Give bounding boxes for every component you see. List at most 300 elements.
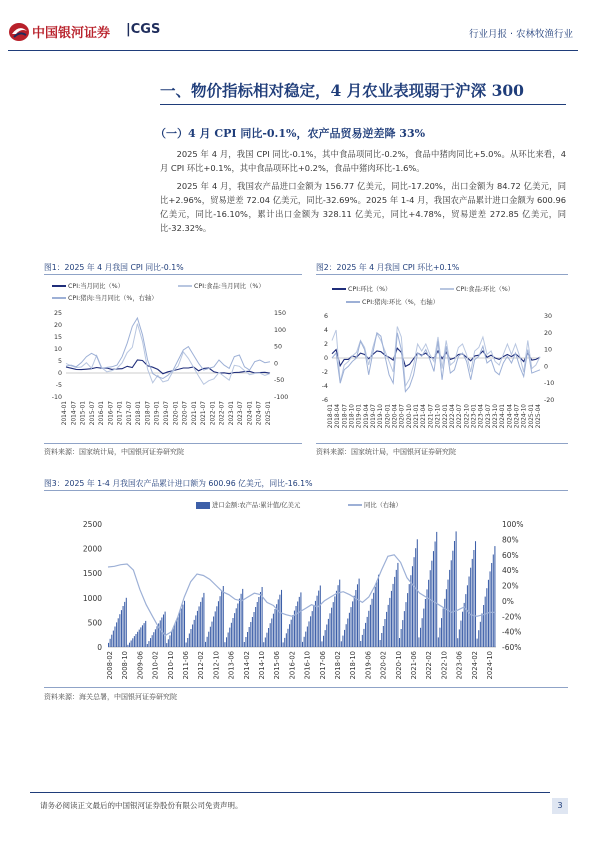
- import-bar: [391, 591, 392, 647]
- import-bar: [464, 603, 465, 647]
- import-bar: [220, 596, 221, 647]
- import-bar: [174, 624, 175, 647]
- x-tick-label: 2018-07: [145, 401, 152, 426]
- import-bar: [414, 557, 415, 647]
- x-tick-label: 2020-01: [385, 404, 392, 429]
- x-tick-label: 2008-10: [121, 651, 130, 680]
- x-tick-label: 2018-04: [335, 404, 342, 429]
- x-tick-label: 2015-07: [89, 401, 96, 426]
- import-bar: [228, 633, 229, 648]
- import-bar: [231, 623, 232, 647]
- series-line-3: [66, 318, 270, 379]
- import-bar: [157, 626, 158, 647]
- figure-1-chart: [44, 305, 302, 440]
- x-tick-label: 2024-02: [470, 651, 479, 680]
- import-bar: [208, 632, 209, 647]
- import-bar: [417, 539, 418, 647]
- import-bar: [281, 590, 282, 647]
- import-bar: [111, 635, 112, 647]
- import-bar: [283, 642, 284, 647]
- x-tick-label: 2017-01: [117, 401, 124, 426]
- import-bar: [294, 611, 295, 647]
- figure-3-rule: [44, 490, 568, 491]
- x-tick-label: 2016-10: [303, 651, 312, 680]
- import-bar: [168, 639, 169, 647]
- import-bar: [462, 612, 463, 647]
- import-bar: [173, 628, 174, 647]
- import-bar: [181, 609, 182, 648]
- y-tick-right: -20: [544, 397, 555, 404]
- import-bar: [195, 615, 196, 647]
- import-bar: [254, 612, 255, 647]
- import-bar: [444, 599, 445, 647]
- y-tick-right: 10: [544, 346, 553, 354]
- import-bar: [378, 575, 379, 647]
- x-tick-label: 2012-02: [197, 651, 206, 680]
- import-bar: [300, 592, 301, 647]
- figure-1-source: 资料来源：国家统计局，中国银河证券研究院: [44, 448, 184, 456]
- x-tick-label: 2020-10: [394, 651, 403, 680]
- import-bar: [485, 597, 486, 647]
- x-tick-label: 2014-07: [71, 401, 78, 426]
- x-tick-label: 2021-10: [435, 404, 442, 429]
- import-bar: [460, 621, 461, 647]
- import-bar: [241, 594, 242, 647]
- x-tick-label: 2022-07: [457, 404, 464, 429]
- import-bar: [287, 629, 288, 647]
- paragraph-1: 2025 年 4 月，我国 CPI 同比-0.1%，其中食品项同比-0.2%，食品中猪肉同比+5.0%。从环比来看，4 月 CPI 环比+0.1%，其中食品项环比+0.2%，食品中猪肉环比-1.6%。: [160, 149, 566, 173]
- import-bar: [190, 629, 191, 647]
- import-bar: [443, 609, 444, 648]
- import-bar: [446, 589, 447, 647]
- x-tick-label: 2024-10: [521, 404, 528, 429]
- import-bar: [431, 561, 432, 647]
- import-bar: [359, 579, 360, 647]
- import-bar: [333, 602, 334, 647]
- import-bar: [292, 615, 293, 647]
- x-tick-label: 2010-10: [166, 651, 175, 680]
- import-bar: [423, 609, 424, 647]
- import-bar: [448, 580, 449, 647]
- logo-text-cn: 中国银河证券: [32, 26, 111, 41]
- import-bar: [375, 587, 376, 647]
- figure-2-bottom-rule: [316, 443, 568, 444]
- section-divider: [160, 104, 566, 105]
- import-bar: [491, 563, 492, 647]
- x-tick-label: 2022-04: [449, 404, 456, 429]
- x-tick-label: 2024-01: [500, 404, 507, 429]
- import-bar: [449, 570, 450, 647]
- import-bar: [194, 620, 195, 647]
- y-tick-left: -4: [321, 383, 328, 390]
- import-bar: [160, 620, 161, 647]
- import-bar: [323, 636, 324, 647]
- series-line-3: [332, 333, 540, 392]
- import-bar: [388, 605, 389, 647]
- figure-3-chart: [44, 512, 568, 684]
- import-bar: [110, 639, 111, 647]
- import-bar: [397, 563, 398, 647]
- y-tick-left: 5: [57, 358, 62, 365]
- section-title: 一、物价指标相对稳定，4 月农业表现弱于沪深 300: [160, 81, 524, 100]
- import-bar: [255, 607, 256, 647]
- y-tick-right: -40%: [502, 627, 522, 637]
- import-bar: [221, 591, 222, 647]
- import-bar: [362, 635, 363, 647]
- y-tick-right: -60%: [502, 643, 522, 652]
- import-bar: [205, 642, 206, 647]
- paragraph-2: 2025 年 4 月，我国农产品进口金额为 156.77 亿美元，同比-17.20%，出口金额为 84.72 亿美元，同比+2.96%，贸易逆差 72.04 亿美元，同比-32.69%。2025 年 1-4 月，我国农产品累计进口金额为 600.96 亿美元，同比-16.10%，累计出口金额为 328.11 亿美元，同比+4.78%，贸易逆差 272.85 亿美元，同比-32.32%。: [160, 181, 566, 233]
- x-tick-label: 2022-10: [440, 651, 449, 680]
- import-bar: [286, 633, 287, 647]
- x-tick-label: 2014-01: [62, 401, 68, 426]
- x-tick-label: 2020-01: [173, 401, 180, 426]
- import-bar: [451, 560, 452, 647]
- x-tick-label: 2018-10: [349, 651, 358, 680]
- import-bar: [405, 602, 406, 647]
- x-tick-label: 2024-07: [514, 404, 521, 429]
- figure-1-rule: [44, 274, 302, 275]
- logo-text-en: |CGS: [126, 22, 161, 37]
- x-tick-label: 2019-07: [371, 404, 378, 429]
- import-bar: [312, 611, 313, 647]
- import-bar: [184, 601, 185, 647]
- x-tick-label: 2015-01: [80, 401, 87, 426]
- import-bar: [418, 637, 419, 647]
- import-bar: [480, 622, 481, 647]
- import-bar: [351, 607, 352, 647]
- import-bar: [435, 542, 436, 648]
- import-bar: [126, 598, 127, 647]
- y-tick-left: -5: [55, 382, 62, 389]
- import-bar: [326, 625, 327, 648]
- import-bar: [422, 618, 423, 647]
- import-bar: [137, 632, 138, 647]
- import-bar: [119, 614, 120, 647]
- x-tick-label: 2016-07: [108, 401, 115, 426]
- import-bar: [232, 618, 233, 647]
- y-tick-left: -2: [321, 369, 328, 376]
- import-bar: [265, 638, 266, 648]
- import-bar: [459, 629, 460, 647]
- x-tick-label: 2013-06: [227, 651, 236, 680]
- y-tick-left: 2500: [82, 520, 102, 529]
- figure-1-bottom-rule: [44, 443, 302, 444]
- y-tick-right: -50: [274, 377, 285, 385]
- import-bar: [329, 613, 330, 647]
- x-tick-label: 2023-01: [471, 404, 478, 429]
- figure-3-title: 图3：2025 年 1-4 月我国农产品累计进口额为 600.96 亿美元，同比-16.1%: [44, 479, 313, 488]
- x-tick-label: 2018-10: [349, 404, 356, 429]
- import-bar: [278, 599, 279, 647]
- x-tick-label: 2020-02: [379, 651, 388, 680]
- import-bar: [135, 634, 136, 647]
- x-tick-label: 2021-07: [428, 404, 435, 429]
- import-bar: [142, 625, 143, 647]
- import-bar: [257, 602, 258, 647]
- y-tick-left: -10: [51, 394, 62, 401]
- import-bar: [370, 605, 371, 647]
- import-bar: [239, 599, 240, 647]
- x-tick-label: 2022-01: [210, 401, 217, 426]
- x-tick-label: 2021-01: [414, 404, 421, 429]
- import-bar: [244, 642, 245, 647]
- x-tick-label: 2019-04: [363, 404, 370, 429]
- import-bar: [152, 635, 153, 647]
- import-bar: [467, 585, 468, 647]
- import-bar: [270, 623, 271, 647]
- import-bar: [433, 551, 434, 647]
- import-bar: [318, 591, 319, 647]
- import-bar: [339, 580, 340, 647]
- y-tick-left: 6: [323, 313, 328, 320]
- import-bar: [153, 632, 154, 647]
- import-bar: [266, 633, 267, 647]
- import-bar: [386, 612, 387, 647]
- import-bar: [129, 643, 130, 647]
- import-bar: [176, 620, 177, 647]
- import-bar: [439, 628, 440, 647]
- y-tick-left: 20: [53, 322, 62, 329]
- import-bar: [216, 606, 217, 647]
- import-bar: [215, 611, 216, 647]
- import-bar: [132, 638, 133, 647]
- import-bar: [210, 627, 211, 647]
- import-bar: [166, 643, 167, 647]
- footer-disclaimer: 请务必阅读正文最后的中国银河证券股份有限公司免责声明。: [40, 801, 243, 810]
- import-bar: [342, 636, 343, 647]
- x-tick-label: 2018-07: [342, 404, 349, 429]
- import-bar: [481, 613, 482, 647]
- import-bar: [223, 586, 224, 647]
- import-bar: [407, 593, 408, 647]
- import-bar: [477, 639, 478, 647]
- import-bar: [428, 580, 429, 647]
- import-bar: [297, 602, 298, 648]
- x-tick-label: 2018-01: [328, 404, 334, 429]
- x-tick-label: 2022-10: [464, 404, 471, 429]
- import-bar: [336, 591, 337, 647]
- import-bar: [150, 638, 151, 647]
- y-tick-right: 80%: [502, 535, 519, 545]
- y-tick-left: -6: [321, 397, 328, 404]
- x-tick-label: 2017-06: [318, 651, 327, 680]
- import-bar: [207, 637, 208, 647]
- import-bar: [192, 625, 193, 648]
- import-bar: [179, 612, 180, 647]
- figure-2-title: 图2：2025 年 4 月我国 CPI 环比+0.1%: [316, 263, 460, 272]
- import-bar: [275, 609, 276, 647]
- import-bar: [124, 602, 125, 647]
- import-bar: [114, 627, 115, 648]
- import-bar: [127, 645, 128, 647]
- import-bar: [258, 597, 259, 647]
- fig1-legend-2: CPI:食品:当月同比（%）: [178, 281, 265, 290]
- x-tick-label: 2020-04: [392, 404, 399, 429]
- x-tick-label: 2019-01: [154, 401, 161, 426]
- y-tick-left: 0: [97, 643, 102, 652]
- x-tick-label: 2025-01: [528, 404, 535, 429]
- x-tick-label: 2025-04: [536, 404, 542, 429]
- x-tick-label: 2023-07: [238, 401, 245, 426]
- figure-2-chart: [316, 308, 568, 440]
- import-bar: [291, 620, 292, 647]
- import-bar: [139, 630, 140, 647]
- import-bar: [404, 611, 405, 647]
- y-tick-right: 20: [544, 329, 553, 337]
- x-tick-label: 2021-07: [201, 401, 208, 426]
- y-tick-right: 40%: [502, 566, 519, 576]
- y-tick-left: 4: [323, 327, 328, 334]
- import-bar: [276, 604, 277, 647]
- fig1-legend-1: CPI:当月同比（%）: [52, 281, 124, 290]
- import-bar: [271, 619, 272, 648]
- y-tick-left: 25: [53, 310, 62, 317]
- import-bar: [315, 601, 316, 647]
- x-tick-label: 2018-02: [334, 651, 342, 680]
- x-tick-label: 2015-06: [273, 651, 282, 680]
- x-tick-label: 2008-02: [106, 651, 114, 680]
- y-tick-right: 100%: [502, 520, 524, 529]
- import-bar: [357, 584, 358, 647]
- import-bar: [401, 629, 402, 647]
- import-bar: [163, 615, 164, 648]
- import-bar: [341, 641, 342, 647]
- import-bar: [493, 555, 494, 648]
- import-bar: [425, 599, 426, 647]
- import-bar: [320, 586, 321, 648]
- import-bar: [237, 604, 238, 648]
- import-bar: [131, 641, 132, 648]
- fig3-legend-2: 同比（右轴）: [348, 500, 402, 509]
- import-bar: [452, 551, 453, 647]
- import-bar: [352, 601, 353, 647]
- x-tick-label: 2019-01: [356, 404, 363, 429]
- import-bar: [234, 613, 235, 647]
- import-bar: [381, 633, 382, 647]
- y-tick-left: 0: [57, 370, 62, 377]
- import-bar: [456, 531, 457, 647]
- import-bar: [273, 614, 274, 647]
- y-tick-right: 0%: [502, 596, 514, 606]
- import-bar: [169, 635, 170, 647]
- import-bar: [360, 641, 361, 647]
- import-bar: [289, 624, 290, 647]
- import-bar: [260, 592, 261, 647]
- import-bar: [140, 627, 141, 647]
- import-bar: [113, 631, 114, 647]
- import-bar: [155, 629, 156, 647]
- x-tick-label: 2025-01: [266, 401, 272, 426]
- import-bar: [200, 602, 201, 647]
- import-bar: [197, 611, 198, 647]
- figure-2-rule: [316, 274, 568, 275]
- yoy-line: [108, 555, 496, 636]
- import-bar: [268, 628, 269, 647]
- import-bar: [182, 605, 183, 647]
- import-bar: [279, 595, 280, 647]
- y-tick-left: 1500: [82, 569, 102, 579]
- import-bar: [121, 610, 122, 647]
- import-bar: [203, 593, 204, 647]
- y-tick-right: 0: [274, 360, 279, 368]
- fig1-legend-3: CPI:猪肉:当月同比（%，右轴）: [52, 293, 158, 302]
- import-bar: [245, 637, 246, 647]
- y-tick-right: 100: [274, 326, 287, 334]
- import-bar: [383, 626, 384, 647]
- import-bar: [296, 606, 297, 647]
- x-tick-label: 2014-02: [242, 651, 251, 680]
- import-bar: [367, 617, 368, 647]
- y-tick-left: 0: [323, 355, 328, 362]
- y-tick-right: 0: [544, 363, 549, 371]
- import-bar: [368, 611, 369, 647]
- import-bar: [338, 585, 339, 647]
- y-tick-right: -20%: [502, 612, 522, 622]
- figure-1-title: 图1：2025 年 4 月我国 CPI 同比-0.1%: [44, 263, 184, 272]
- footer-divider: [30, 792, 550, 793]
- x-tick-label: 2017-07: [126, 401, 133, 426]
- x-tick-label: 2023-07: [485, 404, 492, 429]
- x-tick-label: 2012-10: [212, 651, 221, 680]
- page-number: 3: [552, 798, 568, 814]
- import-bar: [346, 624, 347, 647]
- import-bar: [299, 597, 300, 647]
- import-bar: [199, 606, 200, 647]
- import-bar: [202, 597, 203, 647]
- import-bar: [250, 622, 251, 647]
- x-tick-label: 2019-07: [164, 401, 170, 426]
- x-tick-label: 2016-01: [99, 401, 106, 426]
- import-bar: [409, 584, 410, 647]
- figure-3-bottom-rule: [44, 687, 568, 688]
- import-bar: [457, 638, 458, 647]
- y-tick-right: 30: [544, 313, 553, 320]
- import-bar: [349, 613, 350, 647]
- import-bar: [373, 593, 374, 647]
- x-tick-label: 2009-06: [136, 651, 145, 680]
- import-bar: [376, 581, 377, 647]
- x-tick-label: 2010-02: [151, 651, 160, 680]
- import-bar: [430, 570, 431, 647]
- y-tick-left: 2000: [82, 544, 102, 554]
- x-tick-label: 2024-04: [507, 404, 514, 429]
- x-tick-label: 2019-10: [378, 404, 385, 429]
- import-bar: [263, 642, 264, 647]
- import-bar: [441, 618, 442, 647]
- header-divider: [8, 50, 578, 51]
- import-bar: [494, 546, 495, 647]
- y-tick-right: 50: [274, 343, 283, 351]
- import-bar: [226, 637, 227, 647]
- import-bar: [394, 577, 395, 647]
- import-bar: [393, 584, 394, 647]
- x-tick-label: 2011-06: [182, 651, 190, 680]
- y-tick-right: -100: [274, 394, 289, 401]
- import-bar: [224, 642, 225, 647]
- import-bar: [148, 641, 149, 647]
- import-bar: [249, 627, 250, 647]
- import-bar: [147, 644, 148, 647]
- report-category: 行业月报 · 农林牧渔行业: [468, 29, 573, 40]
- import-bar: [473, 550, 474, 647]
- x-tick-label: 2023-04: [478, 404, 485, 429]
- import-bar: [134, 636, 135, 647]
- fig2-legend-1: CPI:环比（%）: [332, 284, 391, 293]
- x-tick-label: 2022-07: [219, 401, 226, 426]
- import-bar: [470, 568, 471, 647]
- import-bar: [116, 622, 117, 647]
